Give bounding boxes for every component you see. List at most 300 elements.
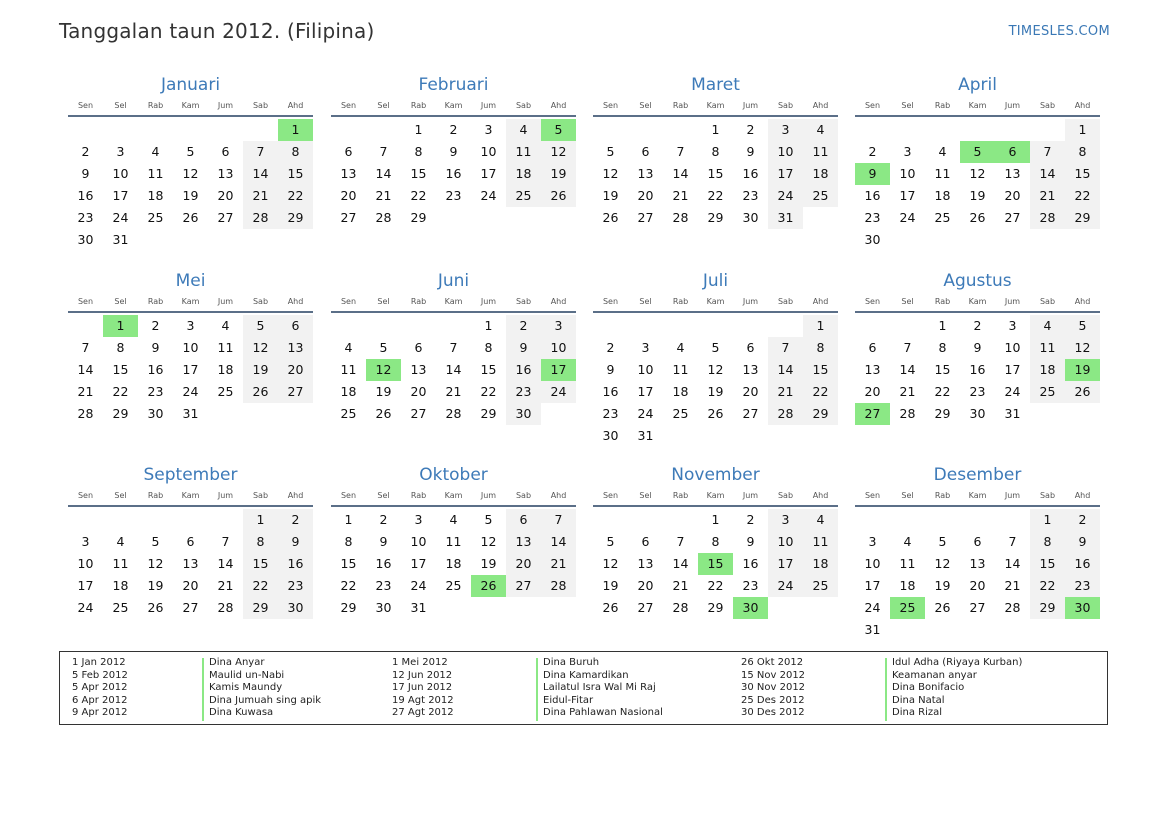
page-title: Tanggalan taun 2012. (Filipina) [59,19,375,43]
week-row [331,163,576,185]
day-cell: 2 [606,340,615,355]
day-cell: 14 [672,556,689,571]
week-row [331,141,576,163]
weekday-label: Kam [444,491,463,500]
day-cell: 14 [1030,163,1065,185]
empty-day-cell [925,229,960,251]
day-cell: 13 [506,531,541,553]
day-cell: 23 [445,188,462,203]
empty-day-cell [995,619,1030,641]
empty-day-cell [506,207,541,229]
weekday-label: Kam [181,101,200,110]
empty-day-cell [995,119,1030,141]
day-cell: 10 [410,534,427,549]
day-cell: 3 [414,512,423,527]
day-cell: 12 [602,556,619,571]
empty-day-cell [663,425,698,447]
holiday-day-cell: 1 [278,119,313,141]
empty-day-cell [925,509,960,531]
day-cell: 29 [112,406,129,421]
weekday-label: Sab [777,297,794,306]
holiday-day-cell: 30 [1065,597,1100,619]
day-cell: 6 [641,534,650,549]
day-cell: 3 [1008,318,1017,333]
day-cell: 21 [672,578,689,593]
day-cell: 19 [243,359,278,381]
week-row [593,509,838,531]
day-cell: 7 [379,144,388,159]
day-cell: 8 [484,340,493,355]
day-cell: 19 [147,578,164,593]
legend-holiday-name: Dina Bonifacio [892,682,965,693]
weekday-label: Rab [672,297,689,306]
weekday-label: Rab [934,101,951,110]
empty-day-cell [628,509,663,531]
empty-day-cell [471,597,506,619]
day-cell: 3 [768,119,803,141]
day-cell: 30 [969,406,986,421]
day-cell: 1 [344,512,353,527]
day-cell: 29 [340,600,357,615]
holiday-day-cell: 26 [471,575,506,597]
empty-day-cell [366,315,401,337]
day-cell: 15 [803,359,838,381]
day-cell: 24 [637,406,654,421]
empty-day-cell [803,425,838,447]
day-cell: 16 [1065,553,1100,575]
day-cell: 5 [151,534,160,549]
holiday-day-cell: 27 [855,403,890,425]
day-cell: 23 [742,188,759,203]
day-cell: 23 [278,575,313,597]
weekday-header [68,295,313,313]
empty-day-cell [173,229,208,251]
day-cell: 31 [182,406,199,421]
day-cell: 24 [768,575,803,597]
weekday-label: Jum [217,491,234,500]
day-cell: 28 [1030,207,1065,229]
week-row [68,229,313,251]
day-cell: 16 [864,188,881,203]
day-cell: 2 [746,512,755,527]
holiday-day-cell: 6 [995,141,1030,163]
day-cell: 26 [602,600,619,615]
day-cell: 24 [480,188,497,203]
month-title: Oktober [419,465,488,485]
weekday-label: Jum [742,101,759,110]
day-cell: 15 [410,166,427,181]
day-cell: 9 [379,534,388,549]
day-cell: 29 [1030,597,1065,619]
day-cell: 21 [899,384,916,399]
week-row [331,359,576,381]
day-cell: 6 [868,340,877,355]
day-cell: 18 [803,163,838,185]
week-row [68,597,313,619]
weekday-label: Kam [181,297,200,306]
day-cell: 20 [1004,188,1021,203]
empty-day-cell [541,207,576,229]
day-cell: 21 [375,188,392,203]
day-cell: 23 [1065,575,1100,597]
day-cell: 13 [637,556,654,571]
day-cell: 21 [77,384,94,399]
day-cell: 21 [1004,578,1021,593]
week-row [855,597,1100,619]
weekday-label: Sen [864,491,881,500]
day-cell: 1 [484,318,493,333]
day-cell: 7 [903,340,912,355]
day-cell: 3 [484,122,493,137]
day-cell: 8 [711,534,720,549]
weekday-label: Sel [377,491,390,500]
day-cell: 5 [243,315,278,337]
day-cell: 20 [340,188,357,203]
day-cell: 12 [602,166,619,181]
day-cell: 9 [746,534,755,549]
day-cell: 11 [803,141,838,163]
day-cell: 21 [768,381,803,403]
weekday-label: Jum [480,491,497,500]
day-cell: 16 [278,553,313,575]
week-row [68,185,313,207]
day-cell: 12 [707,362,724,377]
weekday-header [331,295,576,313]
day-cell: 28 [77,406,94,421]
day-cell: 11 [445,534,462,549]
weekday-label: Sen [77,297,94,306]
day-cell: 12 [541,141,576,163]
day-cell: 27 [410,406,427,421]
week-row [855,531,1100,553]
day-cell: 4 [221,318,230,333]
legend-holiday-name: Dina Rizal [892,707,943,718]
day-cell: 24 [112,210,129,225]
day-cell: 17 [899,188,916,203]
day-cell: 1 [938,318,947,333]
month-desember [855,464,1100,641]
holiday-day-cell: 12 [366,359,401,381]
weekday-label: Sen [602,491,619,500]
day-cell: 15 [340,556,357,571]
day-cell: 18 [803,553,838,575]
empty-day-cell [541,403,576,425]
empty-day-cell [278,403,313,425]
day-cell: 15 [707,166,724,181]
week-row [855,403,1100,425]
day-cell: 12 [480,534,497,549]
empty-day-cell [925,119,960,141]
empty-day-cell [663,119,698,141]
empty-day-cell [803,207,838,229]
week-row [593,207,838,229]
empty-day-cell [960,119,995,141]
day-cell: 10 [768,531,803,553]
day-cell: 17 [768,553,803,575]
empty-day-cell [593,315,628,337]
month-title: Desember [933,465,1022,485]
day-cell: 16 [969,362,986,377]
legend-color-bar [202,658,204,721]
empty-day-cell [436,207,471,229]
day-cell: 3 [641,340,650,355]
day-cell: 17 [864,578,881,593]
day-cell: 3 [768,509,803,531]
day-cell: 17 [182,362,199,377]
day-cell: 29 [934,406,951,421]
day-cell: 11 [506,141,541,163]
day-cell: 15 [480,362,497,377]
day-cell: 26 [147,600,164,615]
day-cell: 8 [243,531,278,553]
day-cell: 11 [1030,337,1065,359]
day-cell: 11 [672,362,689,377]
day-cell: 7 [1030,141,1065,163]
day-cell: 26 [602,210,619,225]
weekday-label: Kam [706,101,725,110]
day-cell: 3 [186,318,195,333]
day-cell: 14 [217,556,234,571]
day-cell: 20 [637,188,654,203]
weekday-label: Kam [968,297,987,306]
weekday-label: Jum [742,297,759,306]
week-row [68,207,313,229]
day-cell: 18 [934,188,951,203]
day-cell: 7 [676,144,685,159]
weekday-label: Sab [252,101,269,110]
site-link[interactable]: TIMESLES.COM [1008,24,1110,39]
weekday-label: Sen [864,297,881,306]
day-cell: 21 [1030,185,1065,207]
week-row [331,207,576,229]
day-cell: 7 [81,340,90,355]
legend-date: 15 Nov 2012 [741,669,806,681]
holiday-day-cell: 30 [733,597,768,619]
empty-day-cell [768,597,803,619]
empty-day-cell [208,403,243,425]
day-cell: 19 [182,188,199,203]
month-januari [68,74,313,251]
day-cell: 18 [147,188,164,203]
weekday-label: Jum [217,297,234,306]
day-cell: 6 [973,534,982,549]
day-cell: 13 [742,362,759,377]
weekday-label: Ahd [287,101,304,110]
day-cell: 12 [934,556,951,571]
day-cell: 12 [182,166,199,181]
weekday-label: Sab [515,297,532,306]
weekday-label: Sab [1039,297,1056,306]
week-row [855,141,1100,163]
day-cell: 23 [864,210,881,225]
day-cell: 6 [506,509,541,531]
day-cell: 11 [112,556,129,571]
day-cell: 17 [637,384,654,399]
day-cell: 21 [243,185,278,207]
empty-day-cell [698,315,733,337]
day-cell: 3 [81,534,90,549]
weekday-label: Ahd [287,297,304,306]
month-title: Juli [702,271,729,291]
weekday-label: Sab [1039,491,1056,500]
day-cell: 23 [506,381,541,403]
empty-day-cell [733,425,768,447]
day-cell: 24 [182,384,199,399]
day-cell: 25 [147,210,164,225]
day-cell: 25 [934,210,951,225]
day-cell: 1 [243,509,278,531]
weekday-label: Ahd [550,491,567,500]
day-cell: 8 [1065,141,1100,163]
legend-holiday-name: Lailatul Isra Wal Mi Raj [543,682,656,693]
weekday-label: Sab [252,491,269,500]
day-cell: 28 [541,575,576,597]
day-cell: 27 [637,210,654,225]
weekday-label: Ahd [1074,491,1091,500]
week-row [855,185,1100,207]
day-cell: 27 [340,210,357,225]
day-cell: 14 [445,362,462,377]
week-row [593,425,838,447]
day-cell: 27 [637,600,654,615]
week-row [855,619,1100,641]
day-cell: 9 [151,340,160,355]
day-cell: 26 [243,381,278,403]
day-cell: 1 [711,512,720,527]
empty-day-cell [278,229,313,251]
day-cell: 25 [340,406,357,421]
empty-day-cell [68,315,103,337]
day-cell: 4 [1030,315,1065,337]
weekday-label: Sen [602,297,619,306]
day-cell: 25 [803,185,838,207]
day-cell: 10 [182,340,199,355]
weekday-label: Ahd [287,491,304,500]
weekday-header [855,489,1100,507]
day-cell: 13 [410,362,427,377]
weekday-label: Sab [515,491,532,500]
weekday-header [68,99,313,117]
day-cell: 27 [182,600,199,615]
empty-day-cell [208,229,243,251]
day-cell: 12 [969,166,986,181]
day-cell: 9 [278,531,313,553]
day-cell: 13 [217,166,234,181]
weekday-label: Sel [901,297,914,306]
day-cell: 13 [969,556,986,571]
day-cell: 30 [742,210,759,225]
week-row [593,553,838,575]
month-title: Januari [160,75,221,95]
week-row [331,337,576,359]
day-cell: 24 [864,600,881,615]
day-cell: 10 [480,144,497,159]
day-cell: 7 [541,509,576,531]
holiday-day-cell: 5 [960,141,995,163]
weekday-label: Sel [377,297,390,306]
day-cell: 26 [375,406,392,421]
day-cell: 23 [969,384,986,399]
day-cell: 5 [711,340,720,355]
day-cell: 19 [541,163,576,185]
empty-day-cell [890,119,925,141]
empty-day-cell [506,597,541,619]
empty-day-cell [243,229,278,251]
holiday-day-cell: 1 [103,315,138,337]
empty-day-cell [855,315,890,337]
day-cell: 9 [1065,531,1100,553]
weekday-header [855,99,1100,117]
day-cell: 29 [707,600,724,615]
day-cell: 2 [379,512,388,527]
legend-date: 25 Des 2012 [741,694,805,706]
weekday-label: Sel [901,491,914,500]
day-cell: 19 [707,384,724,399]
weekday-label: Ahd [1074,101,1091,110]
day-cell: 24 [768,185,803,207]
weekday-label: Sel [639,101,652,110]
empty-day-cell [663,509,698,531]
day-cell: 22 [410,188,427,203]
day-cell: 10 [541,337,576,359]
empty-day-cell [68,119,103,141]
day-cell: 22 [934,384,951,399]
weekday-header [331,99,576,117]
day-cell: 21 [541,553,576,575]
day-cell: 19 [480,556,497,571]
day-cell: 15 [278,163,313,185]
week-row [68,359,313,381]
legend-holiday-name: Eidul-Fitar [543,694,594,706]
week-row [855,163,1100,185]
day-cell: 1 [711,122,720,137]
holiday-day-cell: 25 [890,597,925,619]
day-cell: 16 [147,362,164,377]
day-cell: 28 [672,210,689,225]
day-cell: 7 [221,534,230,549]
week-row [593,597,838,619]
day-cell: 15 [243,553,278,575]
day-cell: 22 [1030,575,1065,597]
empty-day-cell [243,119,278,141]
empty-day-cell [138,119,173,141]
empty-day-cell [663,315,698,337]
week-row [68,141,313,163]
day-cell: 20 [969,578,986,593]
day-cell: 20 [410,384,427,399]
week-row [855,229,1100,251]
day-cell: 2 [506,315,541,337]
empty-day-cell [995,509,1030,531]
day-cell: 27 [742,406,759,421]
holiday-day-cell: 17 [541,359,576,381]
empty-day-cell [471,207,506,229]
day-cell: 18 [112,578,129,593]
weekday-label: Jum [480,297,497,306]
day-cell: 23 [147,384,164,399]
day-cell: 7 [676,534,685,549]
day-cell: 7 [768,337,803,359]
day-cell: 6 [414,340,423,355]
week-row [855,359,1100,381]
empty-day-cell [208,119,243,141]
day-cell: 5 [484,512,493,527]
day-cell: 4 [449,512,458,527]
empty-day-cell [541,597,576,619]
weekday-label: Rab [672,101,689,110]
day-cell: 11 [147,166,164,181]
day-cell: 15 [112,362,129,377]
